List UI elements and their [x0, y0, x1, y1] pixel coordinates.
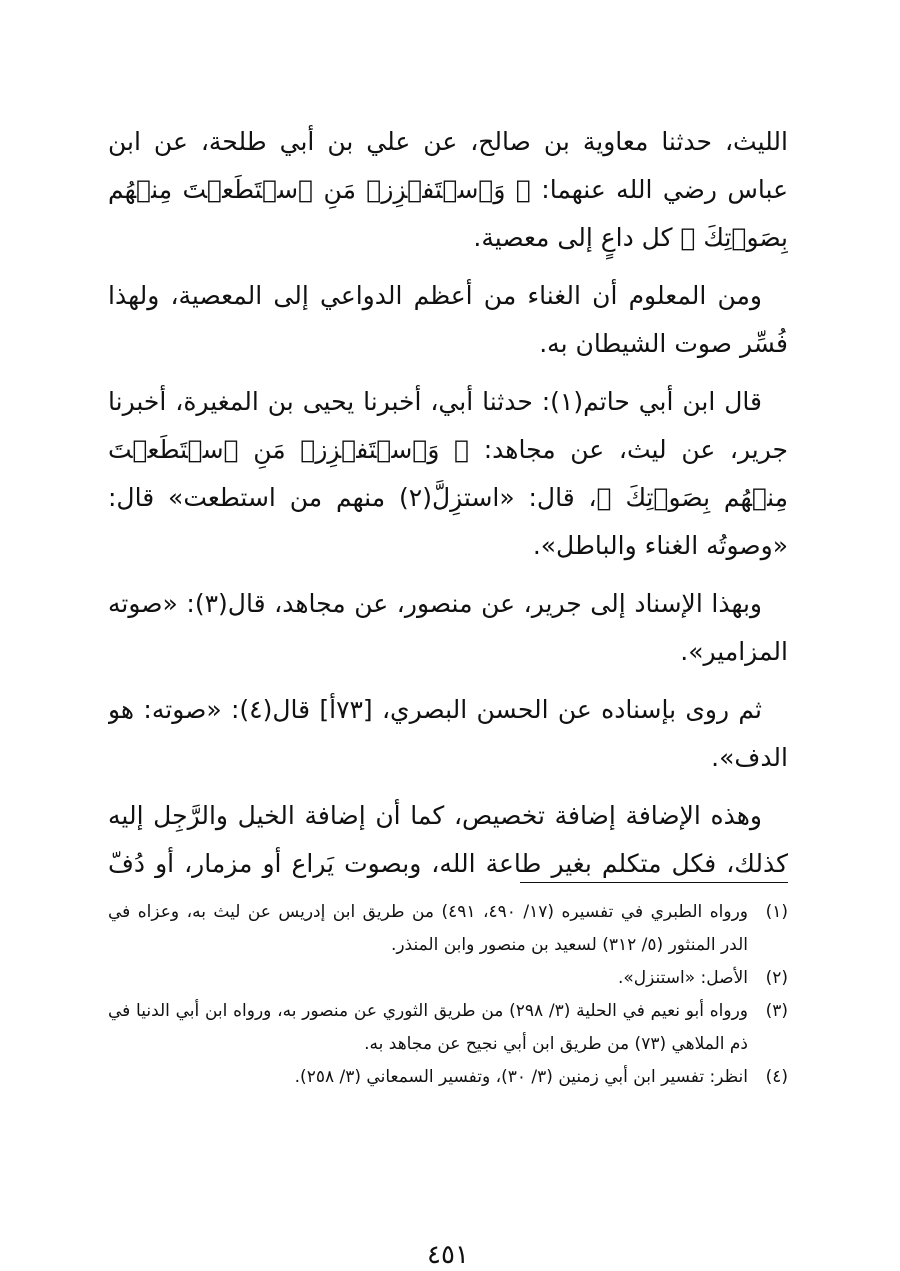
footnote-item	[108, 1061, 788, 1094]
footnote-item	[108, 995, 788, 1061]
footnote-text: الأصل: «استنزل».	[617, 968, 748, 988]
footnote-separator	[520, 882, 788, 883]
paragraph-idafa: وهذه الإضافة إضافة تخصيص، كما أن إضافة الخيل والرَّجِل إليه كذلك، فكل متكلم بغير طاعة الله، وبصوت يَراع أو مزمار، أو دُفّ	[108, 801, 788, 878]
paragraph-continuation: الليث، حدثنا معاوية بن صالح، عن علي بن أبي طلحة، عن ابن عباس رضي الله عنهما: ﴿ وَٱسۡتَفۡزِزۡ مَنِ ٱسۡتَطَعۡتَ مِنۡهُم بِصَوۡتِكَ ﴾ كل داعٍ إلى معصية.	[108, 127, 788, 252]
footnote-item	[108, 962, 788, 995]
footnote-number: (٢)	[765, 968, 788, 988]
page-number: ٤٥١	[427, 1240, 469, 1270]
paragraph-hasan-basri: ثم روى بإسناده عن الحسن البصري، [٧٣أ] قال(٤): «صوته: هو الدف».	[108, 695, 788, 772]
main-text	[108, 118, 788, 878]
footnote-text: ورواه أبو نعيم في الحلية (٣/ ٢٩٨) من طريق الثوري عن منصور به، ورواه ابن أبي الدنيا في ذم الملاهي (٧٣) من طريق ابن أبي نجيح عن مجاهد به.	[108, 1001, 748, 1054]
footnote-number: (٣)	[765, 1001, 788, 1021]
paragraph-ibn-abi-hatim: قال ابن أبي حاتم(١): حدثنا أبي، أخبرنا يحيى بن المغيرة، أخبرنا جرير، عن ليث، عن مجاهد: ﴿ وَٱسۡتَفۡزِزۡ مَنِ ٱسۡتَطَعۡتَ مِنۡهُم بِصَوۡتِكَ ﴾، قال: «استزِلَّ(٢) منهم من استطعت» قال: «وصوتُه الغناء والباطل».	[108, 387, 788, 560]
paragraph-mansur: وبهذا الإسناد إلى جرير، عن منصور، عن مجاهد، قال(٣): «صوته المزامير».	[108, 589, 788, 666]
footnotes	[108, 896, 788, 1094]
footnote-number: (٤)	[765, 1067, 788, 1087]
footnote-text: انظر: تفسير ابن أبي زمنين (٣/ ٣٠)، وتفسير السمعاني (٣/ ٢٥٨).	[294, 1067, 748, 1087]
paragraph-singing-meaning: ومن المعلوم أن الغناء من أعظم الدواعي إلى المعصية، ولهذا فُسِّر صوت الشيطان به.	[108, 281, 788, 358]
footnote-text: ورواه الطبري في تفسيره (١٧/ ٤٩٠، ٤٩١) من طريق ابن إدريس عن ليث به، وعزاه في الدر المنثور (٥/ ٣١٢) لسعيد بن منصور وابن المنذر.	[108, 902, 749, 955]
footnote-item	[108, 896, 788, 962]
footnote-number: (١)	[765, 902, 788, 922]
document-page	[108, 118, 788, 1270]
